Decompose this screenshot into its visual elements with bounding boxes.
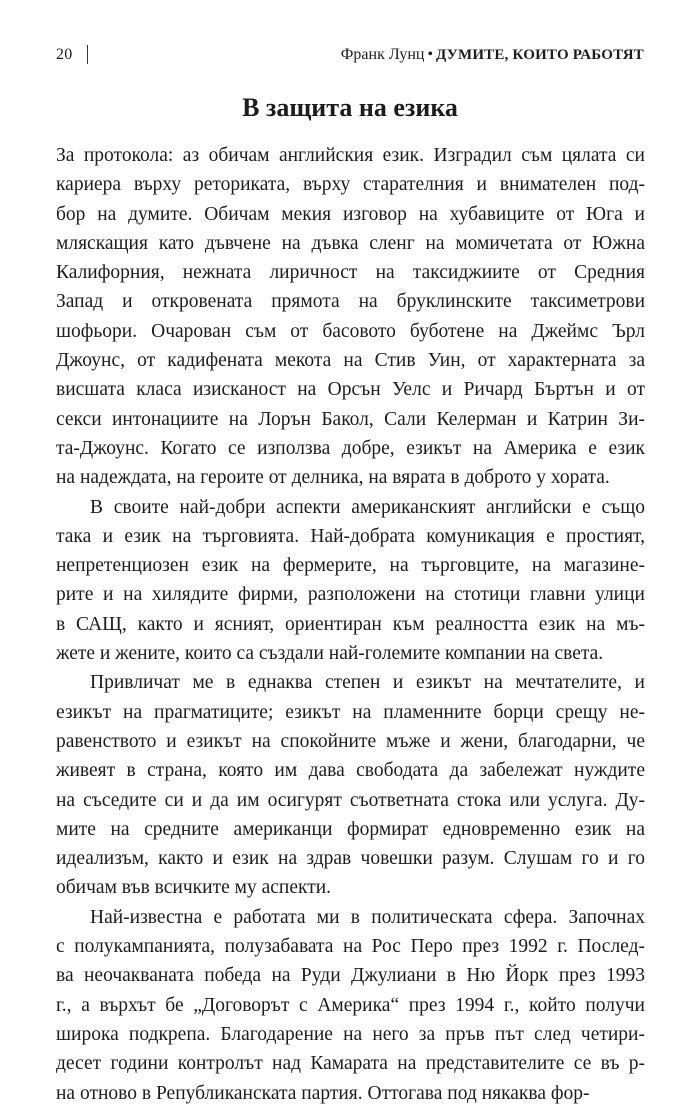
text-line: на отново в Републиканската партия. Оттогава под някаква фор- [56,1082,590,1104]
text-line: мляскащия като дъвчене на дъвка сленг на момичетата от Южна [56,232,645,254]
text-line: г., а върхът бе „Договорът с Америка“ през 1994 г., който получи [56,994,645,1016]
text-line: равенството и езикът на спокойните мъже и жени, благодарни, че [56,730,645,752]
body-text [56,141,645,1108]
text-line: шофьори. Очарован съм от басовото буботене на Джеймс Ърл [56,320,645,342]
text-line: езикът на прагматиците; езикът на пламенните борци срещу не- [56,701,645,723]
text-line: на надеждата, на героите от делника, на вярата в доброто у хората. [56,467,610,489]
text-line: десет години контролът над Камарата на представителите се въ р- [56,1053,645,1075]
text-line: мите на средните американци формират едновременно език на [56,818,645,840]
text-line: така и език на търговията. Най-добрата комуникация е простият, [56,525,645,547]
text-line: идеализъм, както и език на здрав човешки разум. Слушам го и го [56,848,645,870]
text-line: бор на думите. Обичам мекия изговор на хубавиците от Юга и [56,203,645,225]
text-line: в САЩ, както и ясният, ориентиран към реалността език на мъ- [56,613,645,635]
text-line: на съседите си и да им осигурят съответната стока или услуга. Ду- [56,789,645,811]
page-number: 20 [56,46,73,63]
running-head [56,44,644,66]
text-line: живеят в страна, която им дава свободата да забележат нуждите [56,760,645,782]
text-line: жете и жените, които са създали най-големите компании на света. [56,643,604,665]
author-name: Франк Лунц [340,46,425,63]
text-line: широка подкрепа. Благодарение на него за пръв път след четири- [56,1023,645,1045]
text-line: Калифорния, нежната лиричност на таксиджиите от Средния [56,262,645,284]
header-divider [87,45,88,64]
text-line: Привличат ме в еднаква степен и езикът на мечтателите, и [90,672,645,694]
text-line: непретенциозен език на фермерите, на търговците, на магазине- [56,555,645,577]
book-title: ДУМИТЕ, КОИТО РАБОТЯТ [436,47,644,63]
text-line: та-Джоунс. Когато се използва добре, езикът на Америка е език [56,437,645,459]
text-line: В своите най-добри аспекти американският английски е също [90,496,645,518]
text-line: секси интонациите на Лорън Бакол, Сали Келерман и Катрин Зи- [56,408,645,430]
text-line: обичам във всичките му аспекти. [56,877,332,899]
text-line: висшата класа изисканост на Орсън Уелс и Ричард Бъртън и от [56,379,645,401]
paragraph [56,668,645,902]
section-title: В защита на езика [242,93,458,122]
text-line: рите и на хилядите фирми, разположени на стотици главни улици [56,584,645,606]
text-line: За протокола: аз обичам английския език. Изградил съм цялата си [56,145,645,166]
text-line: Запад и откровената прямота на бруклинските таксиметрови [56,291,645,313]
paragraph [56,903,645,1108]
text-line: с полукампанията, полузабавата на Рос Перо през 1992 г. Послед- [56,936,645,958]
bullet-separator: • [427,46,434,63]
paragraph [56,493,645,669]
text-line: кариера върху реториката, върху старателния и внимателен под- [56,174,645,196]
paragraph [56,141,645,493]
text-line: Джоунс, от кадифената мекота на Стив Уин, от характерната за [56,350,645,372]
running-head-title [341,44,644,66]
text-line: Най-известна е работата ми в политическата сфера. Започнах [90,906,645,928]
text-line: ва неочакваната победа на Руди Джулиани в Ню Йорк през 1993 [56,965,645,987]
